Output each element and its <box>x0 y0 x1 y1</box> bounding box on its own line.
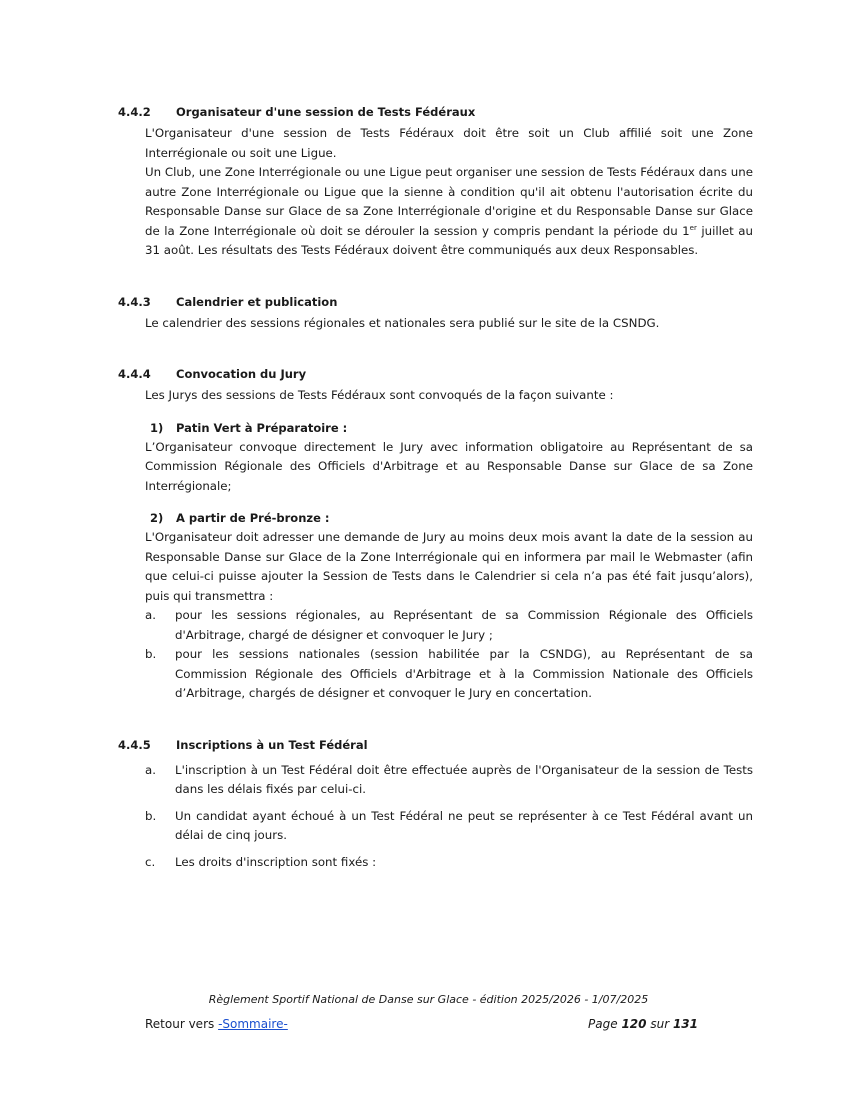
list-marker: b. <box>145 647 157 661</box>
list-item-text: Les droits d'inscription sont fixés : <box>175 854 377 869</box>
section-title: Organisateur d'une session de Tests Fédéraux <box>176 105 476 119</box>
page-number <box>588 1017 698 1031</box>
subheading-number: 1) <box>150 420 164 435</box>
superscript: er <box>689 223 697 232</box>
section-number: 4.4.2 <box>118 105 151 119</box>
total-pages: 131 <box>672 1017 698 1031</box>
page-content <box>0 104 857 879</box>
paragraph: L’Organisateur convoque directement le Jury avec information obligatoire au Représentant de sa Commission Régionale des Officiels d'Arbitrage et au Responsable Danse sur Glace de sa Zone Interrégionale; <box>145 439 753 493</box>
list-item <box>145 761 753 800</box>
list-marker: a. <box>145 762 156 777</box>
list-item-text: L'inscription à un Test Fédéral doit être effectuée auprès de l'Organisateur de la session de Tests dans les délais fixés par celui-ci. <box>175 762 753 796</box>
lettered-list <box>0 761 857 873</box>
section-heading-4-4-3 <box>118 294 857 310</box>
back-to-summary <box>145 1017 288 1031</box>
list-item-text: pour les sessions régionales, au Représentant de sa Commission Régionale des Officiels d'Arbitrage, chargé de désigner et convoquer le Jury ; <box>175 608 753 642</box>
footer <box>145 1017 698 1031</box>
page-word: Page <box>588 1017 622 1031</box>
paragraph-text: Un Club, une Zone Interrégionale ou une Ligue peut organiser une session de Tests Fédéraux dans une autre Zone Interrégionale ou Ligue que la sienne à condition qu'il ait obtenu l'autorisation écrite du Responsable Danse sur Glace de sa Zone Interrégionale d'origine et du Responsable Danse sur Glace de la Zone Interrégionale où doit se dérouler la session y compris pendant la période du 1 <box>145 165 753 238</box>
subheading-patin-vert <box>150 420 857 436</box>
section-title: Inscriptions à un Test Fédéral <box>176 737 368 752</box>
list-item <box>145 807 753 846</box>
back-prefix: Retour vers <box>145 1017 219 1031</box>
paragraph: L'Organisateur doit adresser une demande de Jury au moins deux mois avant la date de la session au Responsable Danse sur Glace de la Zone Interrégionale qui en informera par mail le Webmaster (afin que celui-ci puisse ajouter la Session de Tests dans le Calendrier si cela n’a pas été fait jusqu’alors), puis qui transmettra : <box>145 530 753 603</box>
section-title: Convocation du Jury <box>176 367 307 381</box>
section-number: 4.4.3 <box>118 294 151 309</box>
list-marker: c. <box>145 854 156 869</box>
summary-link[interactable]: -Sommaire- <box>218 1017 288 1031</box>
section-title: Calendrier et publication <box>176 294 338 309</box>
paragraph-text: juillet au 31 août. Les résultats des Tests Fédéraux doivent être communiqués aux deux Responsables. <box>145 223 753 257</box>
section-heading-4-4-5 <box>118 737 857 753</box>
subheading-title: A partir de Pré-bronze : <box>176 511 330 525</box>
list-item-text: Un candidat ayant échoué à un Test Fédéral ne peut se représenter à ce Test Fédéral avant un délai de cinq jours. <box>175 808 753 842</box>
list-item <box>145 853 753 873</box>
subheading-title: Patin Vert à Préparatoire : <box>176 420 348 435</box>
footer-edition-note: Règlement Sportif National de Danse sur Glace - édition 2025/2026 - 1/07/2025 <box>208 993 649 1006</box>
section-heading-4-4-4 <box>118 366 857 382</box>
section-number: 4.4.4 <box>118 367 151 381</box>
list-item <box>145 606 753 645</box>
subheading-number: 2) <box>150 511 164 525</box>
paragraph: Le calendrier des sessions régionales et nationales sera publié sur le site de la CSNDG. <box>145 315 660 330</box>
section-number: 4.4.5 <box>118 737 151 752</box>
paragraph: Les Jurys des sessions de Tests Fédéraux sont convoqués de la façon suivante : <box>145 388 614 402</box>
lettered-list <box>0 606 857 704</box>
subheading-pre-bronze <box>150 510 857 526</box>
list-item <box>145 645 753 704</box>
of-word: sur <box>646 1017 673 1031</box>
list-marker: a. <box>145 608 156 622</box>
paragraph <box>145 163 753 261</box>
list-item-text: pour les sessions nationales (session habilitée par la CSNDG), au Représentant de sa Commission Régionale des Officiels d'Arbitrage et à la Commission Nationale des Officiels d’Arbitrage, chargés de désigner et convoquer le Jury en concertation. <box>175 647 753 700</box>
section-heading-4-4-2 <box>118 104 857 120</box>
current-page: 120 <box>621 1017 647 1031</box>
paragraph: L'Organisateur d'une session de Tests Fédéraux doit être soit un Club affilié soit une Zone Interrégionale ou soit une Ligue. <box>145 126 753 160</box>
list-marker: b. <box>145 808 157 823</box>
